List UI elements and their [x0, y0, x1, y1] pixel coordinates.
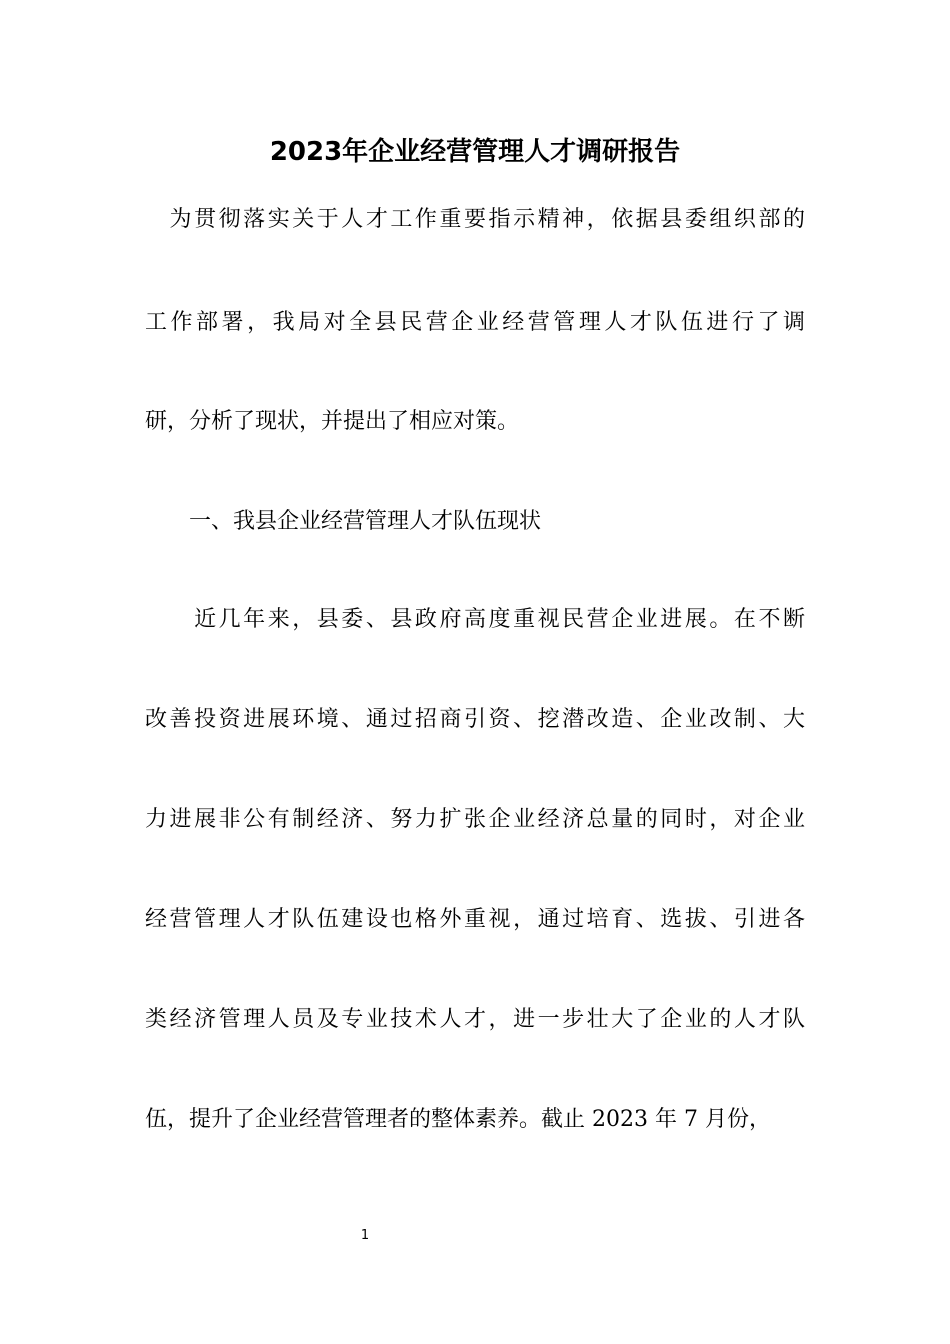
body-line: 为贯彻落实关于人才工作重要指示精神，依据县委组织部的: [145, 207, 805, 232]
document-title: 2023年企业经营管理人才调研报告: [269, 137, 681, 167]
page-number: 1: [360, 1228, 370, 1243]
body-line: 伍，提升了企业经营管理者的整体素养。截止 2023 年 7 月份，: [145, 1107, 771, 1132]
body-line: 力进展非公有制经济、努力扩张企业经济总量的同时，对企业: [145, 807, 805, 832]
body-line: 类经济管理人员及专业技术人才，进一步壮大了企业的人才队: [145, 1007, 805, 1032]
section-heading: 一、我县企业经营管理人才队伍现状: [145, 509, 542, 534]
body-line: 工作部署，我局对全县民营企业经营管理人才队伍进行了调: [145, 310, 805, 335]
body-line: 经营管理人才队伍建设也格外重视，通过培育、选拔、引进各: [145, 907, 805, 932]
body-line: 近几年来，县委、县政府高度重视民营企业进展。在不断: [145, 607, 805, 632]
body-line: 改善投资进展环境、通过招商引资、挖潜改造、企业改制、大: [145, 707, 805, 732]
body-line: 研，分析了现状，并提出了相应对策。: [145, 409, 520, 434]
